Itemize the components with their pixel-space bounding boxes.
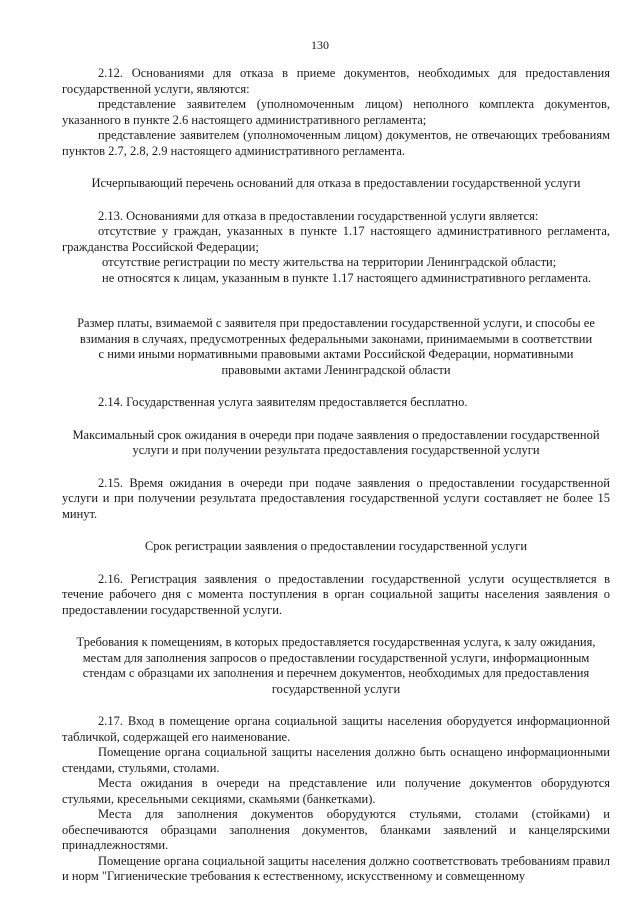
- section-2-12-intro: 2.12. Основаниями для отказа в приеме документов, необходимых для предоставления государственной услуги, являются:: [62, 66, 610, 96]
- section-2-16: 2.16. Регистрация заявления о предоставлении государственной услуги осуществляется в течение рабочего дня с момента поступления в орган социальной защиты населения заявления о предоставлении государственной услуги.: [62, 571, 610, 617]
- section-2-13-item-1: отсутствие у граждан, указанных в пункте 1.17 настоящего административного регламента, гражданства Российской Федерации;: [62, 224, 610, 254]
- section-2-17-p5: Помещение органа социальной защиты населения должно соответствовать требованиям правил и норм "Гигиенические требования к естественному, искусственному и совмещенному: [62, 853, 610, 883]
- page-number: 130: [311, 38, 329, 52]
- section-2-12-item-1: представление заявителем (уполномоченным лицом) неполного комплекта документов, указанного в пункте 2.6 настоящего административного регламента;: [62, 97, 610, 127]
- heading-fee: Размер платы, взимаемой с заявителя при предоставлении государственной услуги, и способы ее взимания в случаях, предусмотренных федеральными законами, принимаемыми в соответствии с ними иными нормативными правовыми актами Российской Федерации, нормативными правовыми актами Ленинградской области: [77, 316, 595, 377]
- section-2-17-p3: Места ожидания в очереди на представление или получение документов оборудуются стульями, кресельными секциями, скамьями (банкетками).: [62, 776, 610, 806]
- section-2-13-item-2: отсутствие регистрации по месту жительства на территории Ленинградской области;: [102, 255, 557, 269]
- section-2-12-item-2: представление заявителем (уполномоченным лицом) документов, не отвечающих требованиям пунктов 2.7, 2.8, 2.9 настоящего административного регламента.: [62, 128, 610, 158]
- section-2-13-item-3: не относятся к лицам, указанным в пункте 1.17 настоящего административного регламента.: [102, 270, 592, 285]
- section-2-13-intro: 2.13. Основаниями для отказа в предоставлении государственной услуги является:: [98, 208, 539, 223]
- section-2-17-p2: Помещение органа социальной защиты населения должно быть оснащено информационными стендами, стульями, столами.: [62, 745, 610, 775]
- heading-refusal-grounds: Исчерпывающий перечень оснований для отказа в предоставлении государственной услуги: [91, 176, 581, 190]
- heading-registration: Срок регистрации заявления о предоставлении государственной услуги: [144, 539, 528, 553]
- section-2-15: 2.15. Время ожидания в очереди при подаче заявления о предоставлении государственной услуги и при получении результата предоставления государственной услуги составляет не более 15 минут.: [62, 475, 610, 521]
- heading-premises: Требования к помещениям, в которых предоставляется государственная услуга, к залу ожидания, местам для заполнения запросов о предоставлении государственной услуги, информационным стендам с образцами их заполнения и перечнем документов, необходимых для предоставления государственной услуги: [76, 635, 596, 696]
- section-2-14: 2.14. Государственная услуга заявителям предоставляется бесплатно.: [98, 395, 468, 409]
- section-2-17-p1: 2.17. Вход в помещение органа социальной защиты населения оборудуется информационной табличкой, содержащей его наименование.: [62, 714, 610, 744]
- document-body: [62, 66, 610, 885]
- section-2-17-p4: Места для заполнения документов оборудуются стульями, столами (стойками) и обеспечиваются образцами заполнения документов, бланками заявлений и канцелярскими принадлежностями.: [62, 807, 610, 852]
- heading-max-wait: Максимальный срок ожидания в очереди при подаче заявления о предоставлении государственной услуги и при получении результата предоставления государственной услуги: [72, 427, 600, 457]
